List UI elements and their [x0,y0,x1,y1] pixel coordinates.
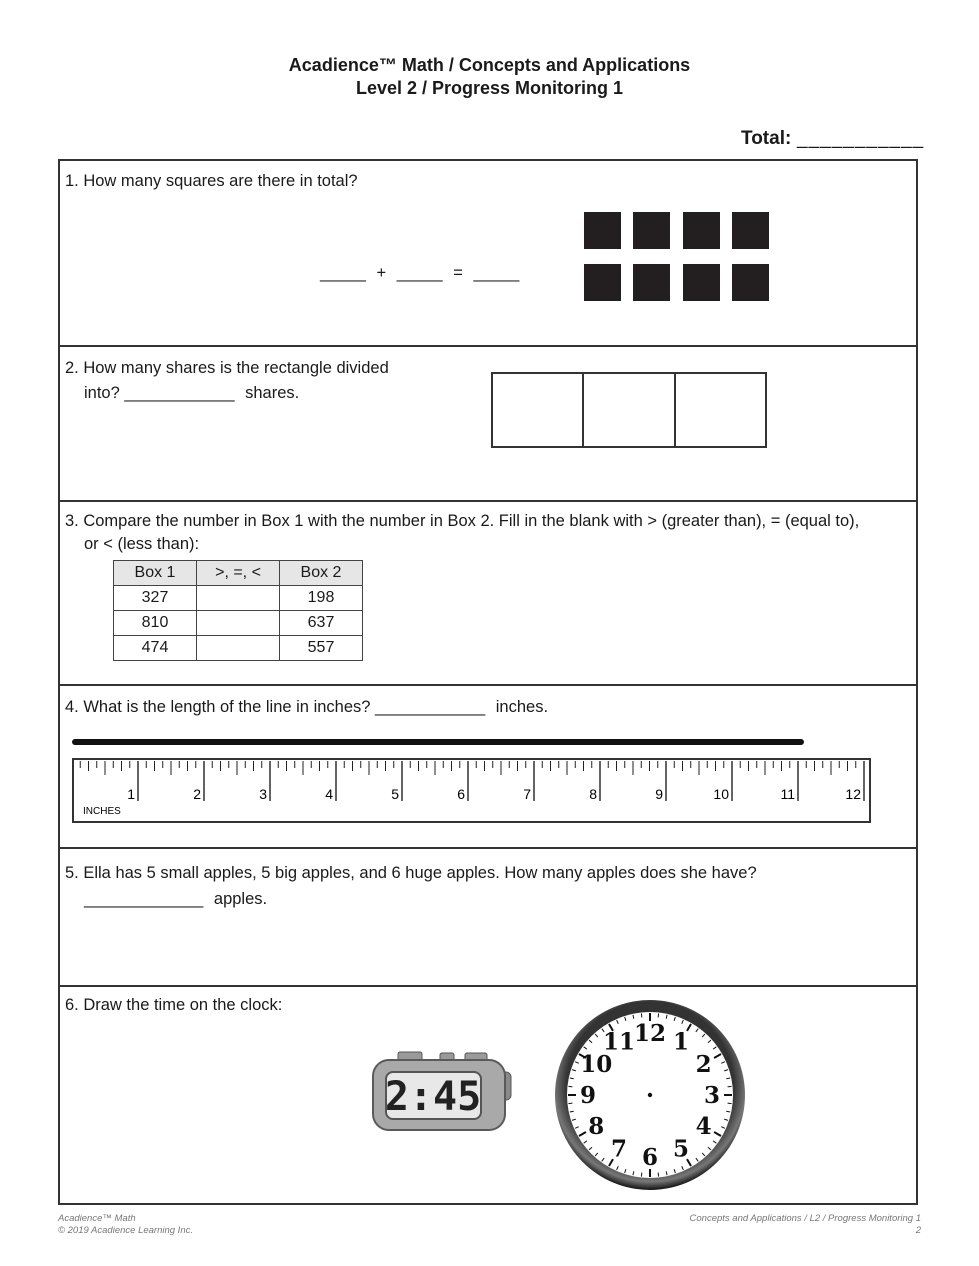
box-2-value: 198 [280,586,363,611]
q1-equals: = [453,264,463,282]
q5-apples-label: apples. [213,890,268,908]
square [584,212,621,249]
clock-number: 1 [672,1028,690,1056]
clock-number: 9 [579,1082,597,1109]
q4-blank[interactable]: ____________ [375,698,486,716]
box-2-value: 637 [280,611,363,636]
table-row [114,636,363,661]
clock-number: 8 [588,1113,605,1140]
ruler-number: 1 [127,786,135,802]
header-sign: >, =, < [197,561,280,586]
ruler-number: 4 [325,786,333,802]
total-label: Total: [741,128,792,149]
question-5-line-1: 5. Ella has 5 small apples, 5 big apples, and 6 huge apples. How many apples does she have? [65,864,757,882]
question-6-text: 6. Draw the time on the clock: [65,996,283,1014]
ruler-number: 8 [589,786,597,802]
q1-blank-2[interactable]: _____ [396,264,443,282]
ruler [72,758,872,824]
square [584,264,621,301]
question-3-line-2: or < (less than): [84,535,200,553]
question-3-line-1: 3. Compare the number in Box 1 with the number in Box 2. Fill in the blank with > (greater than), = (equal to), [65,512,860,530]
total-blank[interactable]: ___________ [797,128,925,149]
page-subtitle: Level 2 / Progress Monitoring 1 [355,78,624,98]
ruler-number: 5 [391,786,399,802]
box-1-value: 327 [114,586,197,611]
question-2-line-1: 2. How many shares is the rectangle divided [65,359,389,377]
ruler-number: 6 [457,786,465,802]
comparison-table [113,560,363,661]
square [732,212,769,249]
square [732,264,769,301]
divided-rectangle [490,371,770,450]
ruler-number: 7 [523,786,531,802]
square [683,212,720,249]
clock-number: 4 [695,1113,712,1140]
q1-equation [320,261,519,285]
sign-blank[interactable] [197,611,280,636]
footer-doc-title: Concepts and Applications / L2 / Progress Monitoring 1 [689,1213,921,1224]
ruler-number: 12 [845,786,861,802]
footer-brand: Acadience™ Math [58,1213,136,1224]
digital-clock [370,1050,515,1134]
header-box-2: Box 2 [280,561,363,586]
q4-inches-label: inches. [495,698,549,716]
box-1-value: 474 [114,636,197,661]
clock-number: 3 [703,1082,721,1109]
sign-blank[interactable] [197,636,280,661]
ruler-number: 3 [259,786,267,802]
question-1-text: 1. How many squares are there in total? [65,172,358,190]
ruler-number: 11 [780,786,795,802]
table-header-row [114,561,363,586]
footer-right [690,1213,921,1237]
question-2-line-2 [84,381,299,405]
table-row [114,586,363,611]
page-title: Acadience™ Math / Concepts and Applications [288,55,691,75]
clock-number: 6 [641,1144,659,1171]
clock-number: 12 [633,1020,667,1047]
measured-line [72,739,804,745]
q1-blank-3[interactable]: _____ [473,264,520,282]
q1-plus: + [376,264,387,282]
footer-left [58,1213,193,1237]
page-number: 2 [915,1225,921,1236]
sign-blank[interactable] [197,586,280,611]
square [683,264,720,301]
ruler-unit-label: INCHES [83,806,121,817]
footer-copyright: © 2019 Acadience Learning Inc. [58,1225,193,1236]
clock-number: 2 [695,1051,712,1078]
ruler-number: 10 [713,786,729,802]
q2-shares-label: shares. [245,384,300,402]
q2-into-label: into? [84,384,120,402]
clock-center-dot [648,1093,652,1097]
box-2-value: 557 [280,636,363,661]
square [633,264,670,301]
clock-number: 7 [610,1135,628,1163]
question-4-text [65,695,548,719]
analog-clock[interactable] [553,998,747,1192]
box-1-value: 810 [114,611,197,636]
clock-number: 5 [672,1135,690,1163]
digital-time: 2:45 [384,1074,482,1120]
table-row [114,611,363,636]
ruler-number: 2 [193,786,201,802]
q2-blank[interactable]: ____________ [124,384,235,402]
q4-prompt: 4. What is the length of the line in inches? [65,698,371,716]
header-box-1: Box 1 [114,561,197,586]
ruler-number: 9 [655,786,663,802]
square [633,212,670,249]
question-5-line-2 [84,887,267,911]
clock-number: 11 [602,1028,636,1056]
clock-number: 10 [580,1051,613,1078]
q1-blank-1[interactable]: _____ [320,264,366,282]
q5-blank[interactable]: _____________ [84,890,204,908]
